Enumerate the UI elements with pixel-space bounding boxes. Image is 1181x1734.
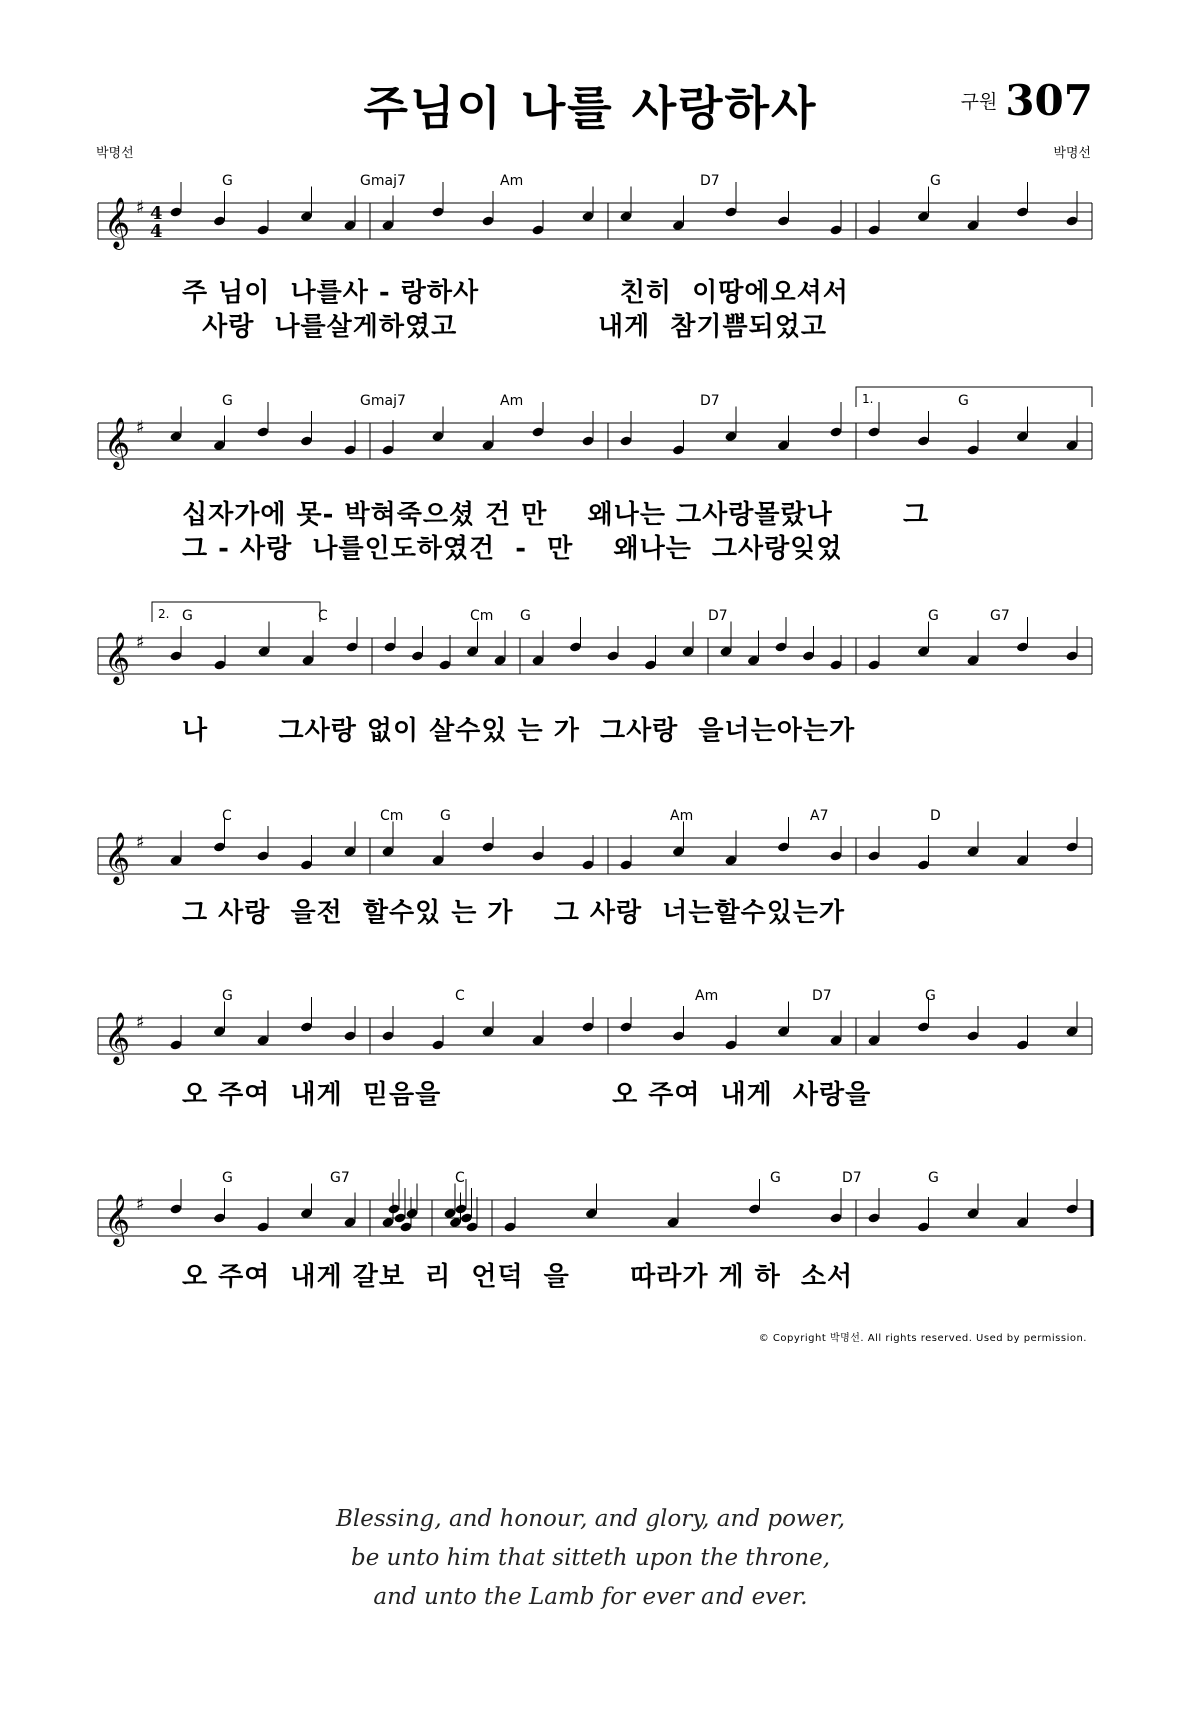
verse-line: Blessing, and honour, and glory, and power, — [335, 1506, 846, 1532]
chord-symbol: G — [222, 1170, 233, 1186]
lyric-line: 사랑 나를살게하였고 내게 참기쁨되었고 — [182, 312, 828, 342]
composer-credit: 박명선 — [1053, 146, 1091, 161]
volta-bracket — [152, 602, 320, 622]
chord-symbol: G7 — [330, 1170, 350, 1186]
chord-symbol: Am — [670, 808, 694, 824]
lyricist-credit: 박명선 — [96, 146, 134, 161]
treble-clef-icon: 𝄞 — [104, 197, 131, 248]
time-signature: 4 — [150, 221, 163, 242]
lyric-line: 오 주여 내게 갈보 리 언덕 을 따라가 게 하 소서 — [182, 1262, 854, 1292]
treble-clef-icon: 𝄞 — [104, 1194, 131, 1245]
scripture-verse — [0, 1500, 1181, 1617]
chord-symbol: C — [318, 608, 328, 624]
chord-symbol: Gmaj7 — [360, 393, 406, 409]
chord-symbol: Cm — [470, 608, 494, 624]
chord-symbol: G — [222, 393, 233, 409]
volta-bracket — [856, 387, 1092, 407]
chord-symbol: G — [770, 1170, 781, 1186]
chord-symbol: D7 — [842, 1170, 862, 1186]
lyric-line: 그 - 사랑 나를인도하였건 - 만 왜나는 그사랑잊었 — [182, 534, 843, 564]
hymn-number — [961, 76, 1093, 125]
hymn-label: 구원 — [960, 91, 998, 113]
lyric-line: 그 사랑 을전 할수있 는 가 그 사랑 너는할수있는가 — [182, 898, 846, 928]
staff-system-3 — [0, 600, 1181, 710]
chord-symbol: C — [222, 808, 232, 824]
chord-symbol: Cm — [380, 808, 404, 824]
chord-symbol: G — [222, 988, 233, 1004]
staff-system-2 — [0, 385, 1181, 495]
hymn-number-value: 307 — [1005, 76, 1093, 125]
chord-symbol: D7 — [812, 988, 832, 1004]
chord-symbol: G — [925, 988, 936, 1004]
chord-symbol: Am — [500, 393, 524, 409]
key-signature-sharp-icon: ♯ — [136, 832, 145, 853]
volta-number: 2. — [158, 607, 170, 621]
lyric-line: 나 그사랑 없이 살수있 는 가 그사랑 을너는아는가 — [182, 716, 856, 746]
copyright-notice: © Copyright 박명선. All rights reserved. Used by permission. — [758, 1333, 1087, 1344]
chord-symbol: G — [930, 173, 941, 189]
chord-symbol: A7 — [810, 808, 829, 824]
verse-line: and unto the Lamb for ever and ever. — [373, 1584, 808, 1610]
chord-symbol: Am — [500, 173, 524, 189]
time-signature: 4 — [150, 203, 163, 224]
chord-symbol: Gmaj7 — [360, 173, 406, 189]
chord-symbol: G7 — [990, 608, 1010, 624]
key-signature-sharp-icon: ♯ — [136, 1012, 145, 1033]
chord-symbol: C — [455, 988, 465, 1004]
chord-symbol: G — [222, 173, 233, 189]
chord-symbol: D7 — [708, 608, 728, 624]
staff-system-1 — [0, 165, 1181, 275]
chord-symbol: G — [928, 608, 939, 624]
lyric-line: 주 님이 나를사 - 랑하사 친히 이땅에오셔서 — [182, 278, 849, 308]
key-signature-sharp-icon: ♯ — [136, 1194, 145, 1215]
chord-symbol: G — [520, 608, 531, 624]
key-signature-sharp-icon: ♯ — [136, 632, 145, 653]
chord-symbol: C — [455, 1170, 465, 1186]
treble-clef-icon: 𝄞 — [104, 632, 131, 683]
chord-symbol: D — [930, 808, 941, 824]
chord-symbol: G — [182, 608, 193, 624]
chord-symbol: G — [958, 393, 969, 409]
treble-clef-icon: 𝄞 — [104, 417, 131, 468]
chord-symbol: D7 — [700, 393, 720, 409]
key-signature-sharp-icon: ♯ — [136, 417, 145, 438]
verse-line: be unto him that sitteth upon the throne, — [350, 1545, 831, 1571]
chord-symbol: Am — [695, 988, 719, 1004]
treble-clef-icon: 𝄞 — [104, 1012, 131, 1063]
lyric-line: 십자가에 못- 박혀죽으셨 건 만 왜나는 그사랑몰랐나 그 — [182, 500, 930, 530]
chord-symbol: G — [928, 1170, 939, 1186]
treble-clef-icon: 𝄞 — [104, 832, 131, 883]
volta-number: 1. — [862, 392, 874, 406]
lyric-line: 오 주여 내게 믿음을 오 주여 내게 사랑을 — [182, 1080, 872, 1110]
chord-symbol: D7 — [700, 173, 720, 189]
chord-symbol: G — [440, 808, 451, 824]
key-signature-sharp-icon: ♯ — [136, 197, 145, 218]
page-title: 주님이 나를 사랑하사 — [363, 81, 818, 135]
